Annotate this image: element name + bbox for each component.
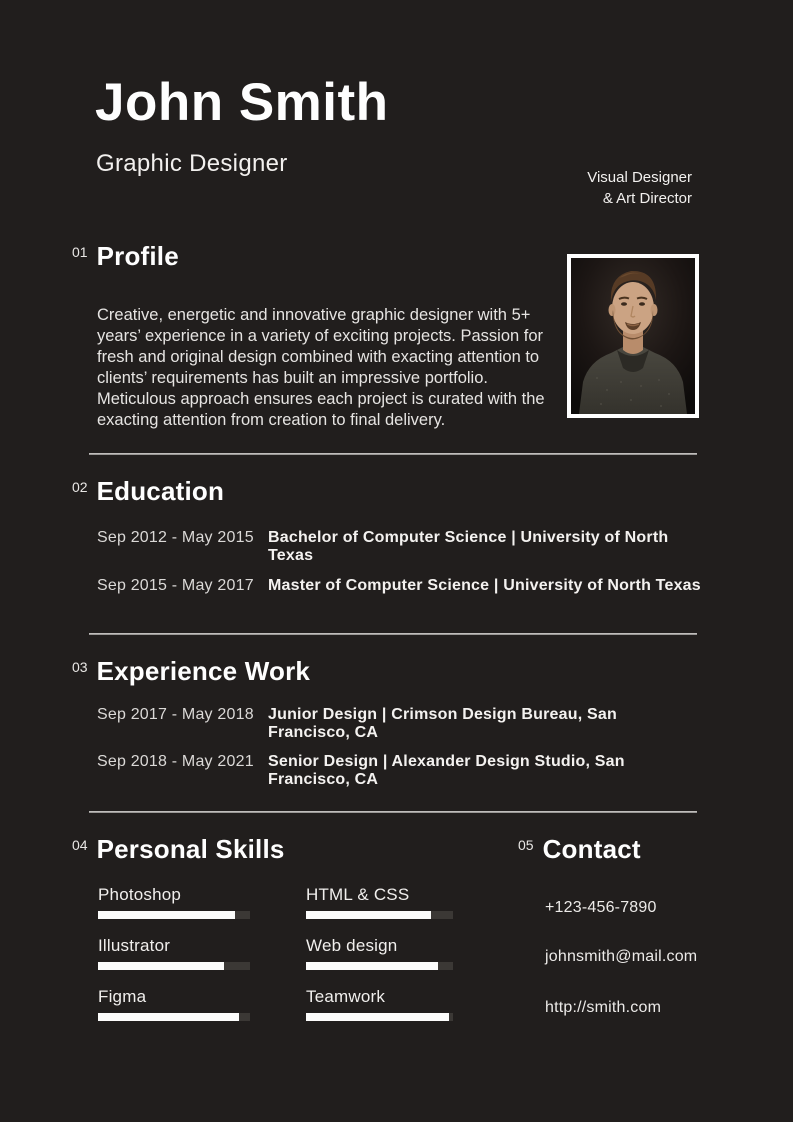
contact-website: http://smith.com xyxy=(545,999,662,1016)
skill-bar-fill xyxy=(306,1013,449,1021)
skill-label: Teamwork xyxy=(306,987,386,1006)
education-dates: Sep 2012 - May 2015 xyxy=(97,529,254,546)
section-number-contact: 05 xyxy=(518,837,534,853)
skill-label: Illustrator xyxy=(98,936,171,955)
section-divider xyxy=(89,633,697,635)
section-number-skills: 04 xyxy=(72,837,88,853)
section-number-education: 02 xyxy=(72,479,88,495)
section-heading-profile xyxy=(72,243,179,270)
skill-bar-fill xyxy=(306,962,438,970)
skill-item-web-design xyxy=(306,936,453,970)
contact-email: johnsmith@mail.com xyxy=(545,948,698,965)
section-heading-education xyxy=(72,478,224,505)
skill-bar-track xyxy=(98,911,250,919)
section-divider xyxy=(89,453,697,455)
skill-item-html-css xyxy=(306,885,453,919)
skill-label: Photoshop xyxy=(98,885,182,904)
section-heading-skills xyxy=(72,836,285,863)
section-title-contact: Contact xyxy=(542,834,641,864)
skill-label: Figma xyxy=(98,987,147,1006)
experience-detail: Junior Design | Crimson Design Bureau, San Francisco, CA xyxy=(268,706,617,741)
section-title-experience: Experience Work xyxy=(96,656,311,686)
education-detail: Bachelor of Computer Science | University of North Texas xyxy=(268,529,669,564)
tagline-line1: Visual Designer xyxy=(587,169,692,186)
education-detail: Master of Computer Science | University of North Texas xyxy=(268,577,701,594)
portrait-photo xyxy=(567,254,699,418)
skill-bar-track xyxy=(98,1013,250,1021)
experience-dates: Sep 2017 - May 2018 xyxy=(97,706,254,723)
name-title: John Smith xyxy=(95,73,389,132)
experience-entry xyxy=(97,753,701,789)
section-heading-experience xyxy=(72,658,310,685)
skill-label: HTML & CSS xyxy=(306,885,410,904)
skill-item-photoshop xyxy=(98,885,250,919)
profile-text: Creative, energetic and innovative graphic designer with 5+ years’ experience in a variety of exciting projects. Passion for fresh and original design combined with exacting attention to clients’ requirements has built an impressive portfolio. Meticulous approach ensures each project is curated with the exacting attention from creation to final delivery. xyxy=(97,305,545,429)
section-heading-contact xyxy=(518,836,641,863)
education-entry xyxy=(97,577,701,595)
skill-bar-track xyxy=(306,1013,453,1021)
education-entry xyxy=(97,529,701,565)
role-subtitle: Graphic Designer xyxy=(96,150,288,177)
portrait-illustration xyxy=(571,258,695,414)
skill-item-illustrator xyxy=(98,936,250,970)
section-number-experience: 03 xyxy=(72,659,88,675)
tagline-line2: & Art Director xyxy=(602,190,692,207)
skill-bar-track xyxy=(306,962,453,970)
skill-item-figma xyxy=(98,987,250,1021)
skill-bar-fill xyxy=(98,1013,239,1021)
section-number-profile: 01 xyxy=(72,244,88,260)
skill-bar-track xyxy=(98,962,250,970)
skill-bar-fill xyxy=(306,911,431,919)
section-divider xyxy=(89,811,697,813)
header-tagline xyxy=(587,167,692,209)
section-title-profile: Profile xyxy=(96,241,179,271)
section-title-education: Education xyxy=(96,476,225,506)
experience-detail: Senior Design | Alexander Design Studio, San Francisco, CA xyxy=(268,753,625,788)
experience-dates: Sep 2018 - May 2021 xyxy=(97,753,254,770)
skill-item-teamwork xyxy=(306,987,453,1021)
skill-bar-fill xyxy=(98,962,224,970)
skill-bar-fill xyxy=(98,911,235,919)
skill-bar-track xyxy=(306,911,453,919)
education-dates: Sep 2015 - May 2017 xyxy=(97,577,254,594)
contact-phone: +123-456-7890 xyxy=(545,899,657,916)
experience-entry xyxy=(97,706,701,742)
skill-label: Web design xyxy=(306,936,398,955)
section-title-skills: Personal Skills xyxy=(96,834,285,864)
